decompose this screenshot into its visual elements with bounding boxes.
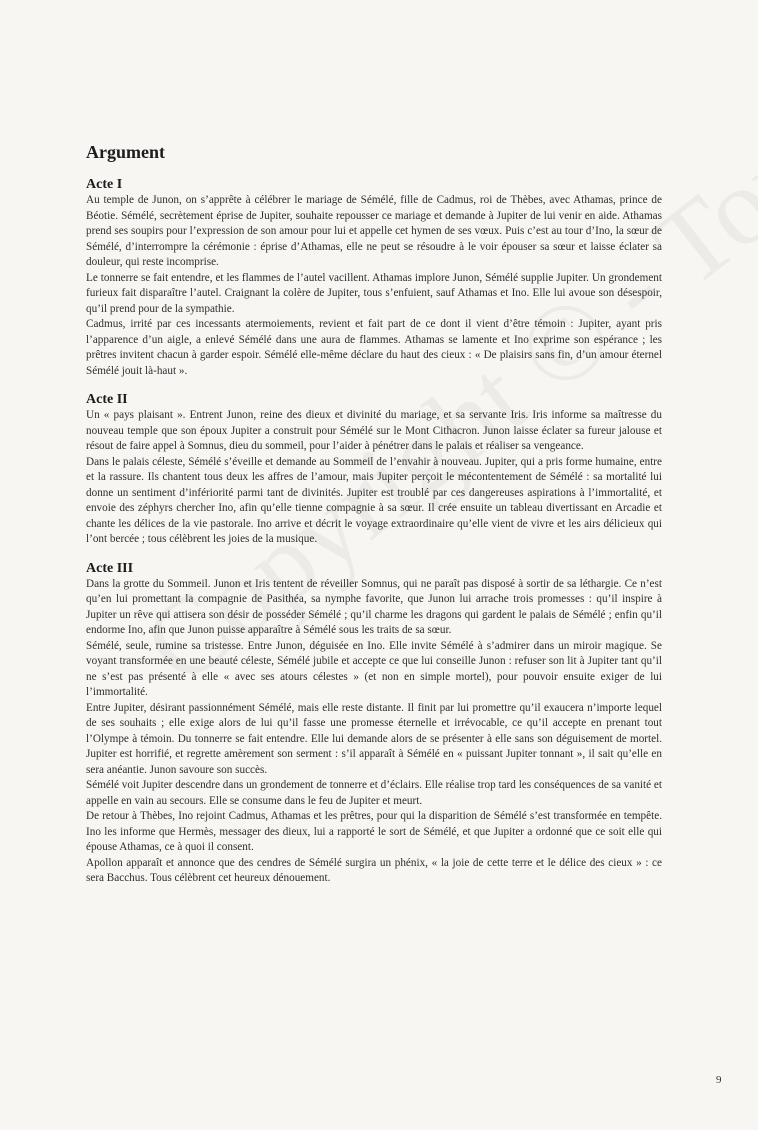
act-2-heading: Acte II — [86, 392, 128, 407]
act-2-section — [86, 392, 662, 548]
paragraph: Sémélé voit Jupiter descendre dans un grondement de tonnerre et d’éclairs. Elle réalise trop tard les conséquences de sa vanité et appelle en vain au secours. Elle se consume dans le feu de Jupiter et meurt. — [86, 779, 662, 807]
paragraph: Un « pays plaisant ». Entrent Junon, reine des dieux et divinité du mariage, et sa servante Iris. Iris informe sa maîtresse du nouveau temple que son époux Jupiter a construit pour Sémélé sur le Mont Cithacron. Junon laisse éclater sa fureur jalouse et résout de faire appel à Somnus, dieu du sommeil, pour l’aider à pénétrer dans le palais et réaliser sa vengeance. — [86, 409, 662, 452]
paragraph: Entre Jupiter, désirant passionnément Sémélé, mais elle reste distante. Il finit par lui promettre qu’il exaucera n’importe lequel de ses souhaits ; elle exige alors de lui qu’il fasse une promesse éternelle et irrévocable, ce qu’il accepte en prenant tout l’Olympe à témoin. Du tonnerre se fait entendre. Elle lui demande alors de se présenter à elle sans son déguisement de mortel. Jupiter est horrifié, et regrette amèrement son serment : s’il apparaît à Sémélé en « puissant Jupiter tonnant », il sait qu’elle en sera anéantie. Junon savoure son succès. — [86, 701, 662, 776]
paragraph: De retour à Thèbes, Ino rejoint Cadmus, Athamas et les prêtres, pour qui la disparition de Sémélé s’est transformée en tempête. Ino les informe que Hermès, messager des dieux, lui a rapporté le sort de Sémélé, et que Jupiter a ordonné que ce soit elle qui épouse Athamas, ce à quoi il consent. — [86, 810, 662, 853]
document-content — [86, 142, 662, 900]
paragraph: Sémélé, seule, rumine sa tristesse. Entre Junon, déguisée en Ino. Elle invite Sémélé à s’admirer dans un miroir magique. Se voyant transformée en une beauté céleste, Sémélé jubile et accepte ce que lui conseille Junon : refuser son lit à Jupiter tant qu’il ne s’est pas présenté à elle « avec ses atours célestes » (et non en simple mortel), pour pouvoir ensuite exiger de lui l’immortalité. — [86, 639, 662, 698]
page-number: 9 — [716, 1074, 722, 1086]
paragraph: Le tonnerre se fait entendre, et les flammes de l’autel vacillent. Athamas implore Junon, Sémélé supplie Jupiter. Un grondement furieux fait disparaître l’autel. Craignant la colère de Jupiter, tous s’enfuient, sauf Athamas et Ino. Elle lui avoue son désespoir, qu’il prend pour de la sympathie. — [86, 271, 662, 315]
act-3-section — [86, 561, 662, 887]
paragraph: Cadmus, irrité par ces incessants atermoiements, revient et fait part de ce dont il vient d’être témoin : Jupiter, ayant pris l’apparence d’un aigle, a enlevé Sémélé dans une aura de flammes. Athamas se lamente et Ino exprime son espérance ; les prêtres invitent chacun à garder espoir. Sémélé elle-même déclare du haut des cieux : « De plaisirs sans fin, d’un amour éternel Sémélé jouit là-haut ». — [86, 318, 662, 377]
act-1-heading: Acte I — [86, 177, 123, 192]
act-3-heading: Acte III — [86, 560, 134, 576]
paragraph: Dans la grotte du Sommeil. Junon et Iris tentent de réveiller Somnus, qui ne paraît pas disposé à sortir de sa léthargie. Ce n’est qu’en lui promettant la compagnie de Pasithéa, sa nymphe favorite, que Junon lui arrache trois promesses : qu’il inspire à Jupiter un rêve qui attisera son désir de posséder Sémélé ; qu’il charme les dragons qui gardent le palais de Sémélé ; enfin qu’il endorme Ino, afin que Junon puisse apparaître à Sémélé sous les traits de sa sœur. — [86, 577, 662, 636]
paragraph: Au temple de Junon, on s’apprête à célébrer le mariage de Sémélé, fille de Cadmus, roi de Thèbes, avec Athamas, prince de Béotie. Sémélé, secrètement éprise de Jupiter, souhaite repousser ce mariage et demande à Jupiter de lui venir en aide. Athamas prend ses soupirs pour l’expression de son amour pour lui et appelle cet hymen de ses vœux. Puis c’est au tour d’Ino, la sœur de Sémélé, d’interrompre la cérémonie : éprise d’Athamas, elle ne peut se résoudre à le voir épouser sa sœur et laisse éclater sa douleur, qui reste incomprise. — [86, 194, 662, 268]
paragraph: Dans le palais céleste, Sémélé s’éveille et demande au Sommeil de l’envahir à nouveau. Jupiter, qui a pris forme humaine, entre et la rassure. Ils chantent tous deux les affres de l’amour, mais Jupiter perçoit le mécontentement de Sémélé : sa mortalité lui donne un sentiment d’infériorité parmi tant de divinités. Jupiter est troublé par ces dangereuses aspirations à l’immortalité, et envoie des zéphyrs chercher Ino, afin qu’elle tienne compagnie à sa sœur. Il crée ensuite un tableau divertissant en Arcadie et chante les délices de la vie pastorale. Ino arrive et décrit le voyage extraordinaire qu’elle vient de vivre et les airs délicieux qui l’ont bercée ; tous célèbrent les joies de la musique. — [86, 455, 662, 545]
paragraph: Apollon apparaît et annonce que des cendres de Sémélé surgira un phénix, « la joie de cette terre et le délice des cieux » : ce sera Bacchus. Tous célèbrent cet heureux dénouement. — [86, 856, 662, 884]
page-title: Argument — [86, 142, 165, 162]
act-1-section — [86, 177, 662, 379]
